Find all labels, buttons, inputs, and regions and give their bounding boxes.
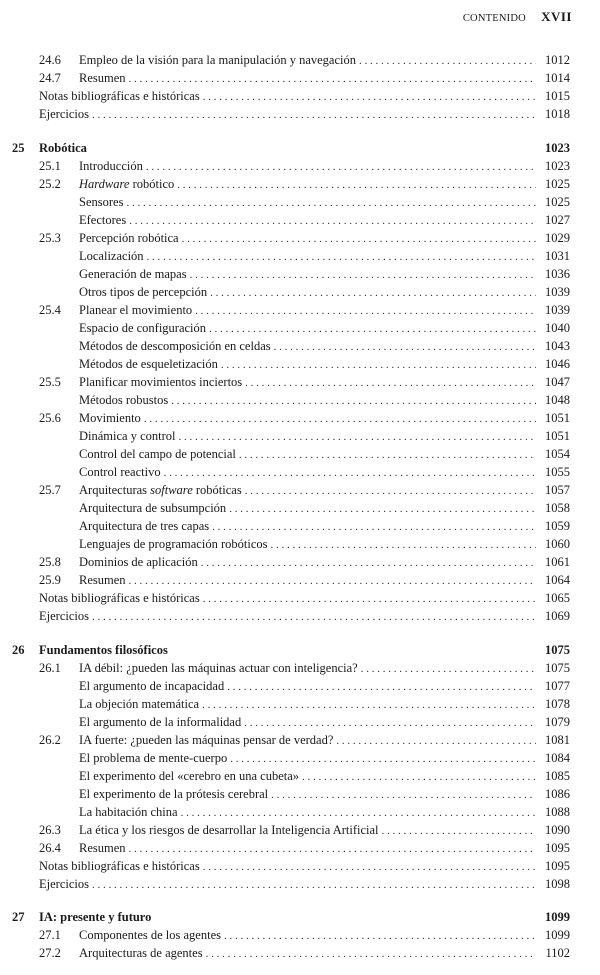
toc-entry-page: 1025 (545, 177, 570, 191)
toc-entry-section (0, 821, 600, 839)
toc-leader-dots (245, 482, 536, 500)
toc-entry-line (79, 427, 570, 446)
toc-entry-number: 25 (12, 141, 25, 155)
toc-entry-title: Ejercicios (39, 107, 89, 121)
toc-leader-dots (227, 678, 536, 696)
toc-entry-sub (0, 265, 600, 283)
toc-entry-sub (0, 337, 600, 355)
toc-entry-title: Planear el movimiento (79, 303, 193, 317)
toc-entry-line (39, 87, 570, 106)
toc-entry-number: 26.2 (39, 733, 61, 747)
toc-entry-page: 1047 (545, 375, 570, 389)
toc-entry-title: La habitación china (79, 805, 178, 819)
toc-entry-line (79, 731, 570, 750)
toc-entry-page: 1095 (545, 859, 570, 873)
toc-entry-number: 25.7 (39, 483, 61, 497)
toc-leader-dots (245, 374, 536, 392)
toc-entry-line (79, 677, 570, 696)
toc-entry-sub (0, 247, 600, 265)
toc-entry-chapter (0, 641, 600, 659)
toc-entry-page: 1078 (545, 697, 570, 711)
toc-entry-page: 1064 (545, 573, 570, 587)
toc-entry-line (39, 589, 570, 608)
toc-entry-line (79, 517, 570, 536)
toc-leader-dots (224, 927, 536, 945)
toc-entry-line (79, 463, 570, 482)
toc-entry-page: 1046 (545, 357, 570, 371)
toc-entry-chapter (0, 139, 600, 157)
toc-leader-dots (210, 284, 536, 302)
toc-entry-page: 1039 (545, 303, 570, 317)
toc-entry-page: 1102 (545, 946, 570, 960)
toc-entry-title: Control del campo de potencial (79, 447, 236, 461)
toc-entry-title: IA débil: ¿pueden las máquinas actuar con inteligencia? (79, 661, 358, 675)
toc-entry-title: Arquitecturas de agentes (79, 946, 203, 960)
toc-leader-dots (229, 500, 536, 518)
toc-leader-dots (92, 608, 536, 626)
toc-leader-dots (203, 590, 536, 608)
toc-entry-page: 1040 (545, 321, 570, 335)
toc-entry-page: 1081 (545, 733, 570, 747)
toc-leader-dots (203, 858, 536, 876)
toc-entry-line (79, 247, 570, 266)
toc-leader-dots (221, 356, 536, 374)
toc-entry-number: 25.9 (39, 573, 61, 587)
toc-entry-title: Efectores (79, 213, 127, 227)
toc-leader-dots (147, 248, 536, 266)
toc-entry-line (79, 767, 570, 786)
toc-leader-dots (382, 822, 536, 840)
toc-entry-line (79, 926, 570, 945)
toc-entry-number: 24.6 (39, 53, 61, 67)
toc-leader-dots (129, 840, 536, 858)
toc-entry-section (0, 373, 600, 391)
toc-entry-sub (0, 749, 600, 767)
toc-leader-dots (212, 518, 536, 536)
toc-entry-page: 1029 (545, 231, 570, 245)
toc-entry-number: 26.3 (39, 823, 61, 837)
toc-entry-line (79, 785, 570, 804)
toc-leader-dots (129, 70, 536, 88)
toc-entry-section (0, 157, 600, 175)
toc-entry-title-italic: software (150, 483, 193, 497)
toc-entry-title: Dinámica y control (79, 429, 176, 443)
toc-entry-title: El experimento de la prótesis cerebral (79, 787, 269, 801)
toc-entry-title: Espacio de configuración (79, 321, 207, 335)
toc-entry-number: 27 (12, 910, 25, 924)
toc-entry-page: 1059 (545, 519, 570, 533)
toc-entry-section (0, 229, 600, 247)
toc-entry-line (79, 481, 570, 500)
toc-entry-page: 1055 (545, 465, 570, 479)
toc-entry-line (79, 409, 570, 428)
toc-entry-chapter (0, 908, 600, 926)
toc-entry-line (39, 875, 570, 894)
toc-entry-sub (0, 695, 600, 713)
toc-entry-line (79, 944, 570, 963)
toc-leader-dots (359, 52, 536, 70)
toc-entry-section (0, 301, 600, 319)
toc-leader-dots (92, 106, 536, 124)
toc-entry-title: Lenguajes de programación robóticos (79, 537, 268, 551)
toc-entry-page: 1048 (545, 393, 570, 407)
toc-entry-line (79, 535, 570, 554)
toc-entry-line (79, 803, 570, 822)
toc-entry-page: 1077 (545, 679, 570, 693)
toc-entry-sub (0, 355, 600, 373)
toc-leader-dots (181, 804, 536, 822)
toc-entry-sub (0, 391, 600, 409)
toc-entry-line (79, 695, 570, 714)
toc-entry-title (79, 175, 177, 193)
toc-entry-title-italic: Hardware (79, 177, 130, 191)
toc-entry-number: 26.1 (39, 661, 61, 675)
toc-entry-sub (0, 499, 600, 517)
toc-entry-line (79, 337, 570, 356)
toc-leader-dots (182, 230, 536, 248)
toc-entry-page: 1023 (545, 159, 570, 173)
toc-entry-title: El problema de mente-cuerpo (79, 751, 228, 765)
toc-entry-sub (0, 713, 600, 731)
toc-entry-sub (0, 193, 600, 211)
toc-entry-page: 1031 (545, 249, 570, 263)
toc-entry-line (79, 553, 570, 572)
toc-entry-line (39, 607, 570, 626)
toc-entry-sub (0, 677, 600, 695)
running-header (463, 9, 572, 25)
toc-entry-page: 1012 (545, 53, 570, 67)
toc-entry-line (79, 211, 570, 230)
toc-entry-line (79, 319, 570, 338)
toc-entry-line (79, 51, 570, 70)
toc-leader-dots (164, 464, 536, 482)
toc-entry-page: 1058 (545, 501, 570, 515)
toc-entry-title: Dominios de aplicación (79, 555, 198, 569)
toc-entry-sub (0, 517, 600, 535)
toc-entry-number: 25.3 (39, 231, 61, 245)
toc-entry-page: 1018 (545, 107, 570, 121)
toc-leader-dots (336, 732, 536, 750)
toc-entry-number: 25.8 (39, 555, 61, 569)
toc-entry-title: Planificar movimientos inciertos (79, 375, 243, 389)
toc-entry-sub (0, 445, 600, 463)
toc-entry-page: 1069 (545, 609, 570, 623)
toc-entry-page: 1085 (545, 769, 570, 783)
toc-entry-title: El argumento de la informalidad (79, 715, 242, 729)
toc-entry-title: Otros tipos de percepción (79, 285, 208, 299)
toc-entry-page: 1057 (545, 483, 570, 497)
toc-entry-page: 1023 (545, 141, 570, 155)
toc-entry-section (0, 839, 600, 857)
toc-entry-page: 1099 (545, 910, 570, 924)
toc-entry-page: 1098 (545, 877, 570, 891)
toc-entry-title: Métodos robustos (79, 393, 169, 407)
toc-entry-page: 1061 (545, 555, 570, 569)
toc-entry-line (79, 175, 570, 194)
toc-entry-title: Arquitectura de subsumpción (79, 501, 227, 515)
toc-entry-number: 25.2 (39, 177, 61, 191)
toc-entry-title: Métodos de descomposición en celdas (79, 339, 271, 353)
toc-entry-line (79, 373, 570, 392)
toc-entry-page: 1088 (545, 805, 570, 819)
toc-entry-line (79, 839, 570, 858)
toc-entry-line (79, 283, 570, 302)
running-header-label: CONTENIDO (462, 13, 526, 24)
toc-entry-title: Percepción robótica (79, 231, 179, 245)
toc-entry-section (0, 731, 600, 749)
toc-entry-section (0, 571, 600, 589)
toc-entry-title: Empleo de la visión para la manipulación y navegación (79, 53, 356, 67)
toc-entry-number: 25.6 (39, 411, 61, 425)
toc-entry-page: 1079 (545, 715, 570, 729)
toc-entry-title: Métodos de esqueletización (79, 357, 218, 371)
toc-entry-page: 1051 (545, 429, 570, 443)
toc-entry-title: Fundamentos filosóficos (39, 643, 168, 657)
toc-leader-dots (361, 660, 536, 678)
toc-entry-line (79, 69, 570, 88)
toc-entry-line (79, 713, 570, 732)
toc-entry-line (79, 821, 570, 840)
toc-spacer (0, 123, 600, 139)
toc-entry-sub (0, 283, 600, 301)
toc-entry-line (79, 749, 570, 768)
toc-entry-line (79, 391, 570, 410)
toc-entry-title: Ejercicios (39, 609, 89, 623)
toc-leader-dots (206, 945, 536, 963)
toc-entry-sub (0, 767, 600, 785)
toc-entry-title: La ética y los riesgos de desarrollar la Inteligencia Artificial (79, 823, 379, 837)
toc-entry-line (39, 105, 570, 124)
toc-entry-number: 27.2 (39, 946, 61, 960)
toc-entry-section (0, 409, 600, 427)
toc-entry-title: Notas bibliográficas e históricas (39, 89, 200, 103)
toc-entry-line (79, 193, 570, 212)
toc-entry-section (0, 481, 600, 499)
toc-entry-title: Componentes de los agentes (79, 928, 221, 942)
toc-entry-page: 1051 (545, 411, 570, 425)
toc-entry-line (79, 659, 570, 678)
toc-entry-title: Resumen (79, 841, 126, 855)
toc-entry-title: El argumento de incapacidad (79, 679, 225, 693)
toc-entry-title: Movimiento (79, 411, 141, 425)
toc-entry-title: Notas bibliográficas e históricas (39, 859, 200, 873)
toc-entry-page: 1014 (545, 71, 570, 85)
toc-entry-page: 1039 (545, 285, 570, 299)
toc-leader-dots (177, 176, 536, 194)
toc-entry-notes (0, 589, 600, 607)
toc-leader-dots (126, 194, 536, 212)
toc-entry-section (0, 69, 600, 87)
toc-entry-section (0, 926, 600, 944)
toc-entry-section (0, 944, 600, 962)
toc-entry-number: 26 (12, 643, 25, 657)
toc-entry-section (0, 553, 600, 571)
toc-entry-title: Arquitectura de tres capas (79, 519, 210, 533)
toc-entry-page: 1084 (545, 751, 570, 765)
toc-entry-notes (0, 607, 600, 625)
toc-entry-title: Ejercicios (39, 877, 89, 891)
toc-entry-number: 27.1 (39, 928, 61, 942)
toc-entry-line (79, 157, 570, 176)
table-of-contents (0, 51, 600, 962)
toc-entry-notes (0, 857, 600, 875)
toc-entry-title: Localización (79, 249, 144, 263)
toc-leader-dots (270, 536, 536, 554)
toc-entry-line (79, 301, 570, 320)
toc-leader-dots (244, 714, 536, 732)
toc-entry-title: IA fuerte: ¿pueden las máquinas pensar de verdad? (79, 733, 334, 747)
toc-spacer (0, 625, 600, 641)
toc-entry-page: 1099 (545, 928, 570, 942)
toc-spacer (0, 893, 600, 908)
toc-entry-number: 25.5 (39, 375, 61, 389)
toc-leader-dots (195, 302, 536, 320)
toc-leader-dots (271, 786, 536, 804)
toc-entry-page: 1043 (545, 339, 570, 353)
toc-entry-page: 1027 (545, 213, 570, 227)
toc-leader-dots (171, 392, 536, 410)
toc-entry-line (39, 139, 570, 157)
toc-entry-title (79, 481, 245, 499)
toc-entry-line (79, 229, 570, 248)
toc-leader-dots (129, 572, 536, 590)
toc-entry-title-rest: robótico (129, 177, 175, 191)
toc-entry-page: 1036 (545, 267, 570, 281)
toc-leader-dots (129, 212, 536, 230)
toc-entry-title: Sensores (79, 195, 124, 209)
toc-leader-dots (201, 554, 536, 572)
toc-entry-line (79, 571, 570, 590)
toc-leader-dots (274, 338, 536, 356)
toc-entry-section (0, 659, 600, 677)
toc-entry-sub (0, 463, 600, 481)
toc-entry-sub (0, 319, 600, 337)
toc-entry-page: 1095 (545, 841, 570, 855)
toc-entry-title: Introducción (79, 159, 143, 173)
toc-entry-notes (0, 875, 600, 893)
toc-entry-title-head: Arquitecturas (79, 483, 151, 497)
toc-entry-title: IA: presente y futuro (39, 910, 152, 924)
toc-entry-line (39, 908, 570, 926)
toc-entry-title-tail: robóticas (192, 483, 242, 497)
toc-entry-title: Resumen (79, 573, 126, 587)
toc-entry-page: 1075 (545, 661, 570, 675)
toc-entry-sub (0, 211, 600, 229)
toc-entry-page: 1090 (545, 823, 570, 837)
toc-entry-notes (0, 87, 600, 105)
toc-entry-line (79, 445, 570, 464)
toc-entry-line (39, 641, 570, 659)
toc-entry-section (0, 175, 600, 193)
toc-entry-page: 1086 (545, 787, 570, 801)
toc-entry-number: 26.4 (39, 841, 61, 855)
toc-entry-sub (0, 803, 600, 821)
toc-entry-sub (0, 535, 600, 553)
toc-entry-number: 25.4 (39, 303, 61, 317)
toc-leader-dots (209, 320, 536, 338)
toc-entry-page: 1065 (545, 591, 570, 605)
toc-entry-line (79, 355, 570, 374)
toc-entry-section (0, 51, 600, 69)
toc-entry-title: Notas bibliográficas e históricas (39, 591, 200, 605)
toc-entry-line (39, 857, 570, 876)
running-header-page-number: XVII (541, 9, 572, 24)
toc-entry-page: 1060 (545, 537, 570, 551)
toc-entry-page: 1075 (545, 643, 570, 657)
toc-leader-dots (92, 876, 536, 894)
toc-leader-dots (190, 266, 536, 284)
toc-entry-line (79, 499, 570, 518)
toc-entry-notes (0, 105, 600, 123)
toc-entry-page: 1054 (545, 447, 570, 461)
toc-entry-page: 1015 (545, 89, 570, 103)
toc-entry-sub (0, 427, 600, 445)
toc-entry-page: 1025 (545, 195, 570, 209)
toc-entry-title: El experimento del «cerebro en una cubeta» (79, 769, 300, 783)
toc-entry-title: La objeción matemática (79, 697, 200, 711)
toc-entry-title: Control reactivo (79, 465, 161, 479)
toc-leader-dots (302, 768, 536, 786)
toc-leader-dots (179, 428, 537, 446)
toc-leader-dots (203, 88, 536, 106)
toc-leader-dots (144, 410, 536, 428)
toc-entry-number: 24.7 (39, 71, 61, 85)
toc-leader-dots (202, 696, 536, 714)
toc-entry-number: 25.1 (39, 159, 61, 173)
toc-leader-dots (239, 446, 536, 464)
toc-entry-title: Generación de mapas (79, 267, 187, 281)
toc-leader-dots (230, 750, 536, 768)
toc-entry-title: Resumen (79, 71, 126, 85)
toc-entry-line (79, 265, 570, 284)
toc-entry-sub (0, 785, 600, 803)
toc-leader-dots (146, 158, 536, 176)
toc-entry-title: Robótica (39, 141, 87, 155)
